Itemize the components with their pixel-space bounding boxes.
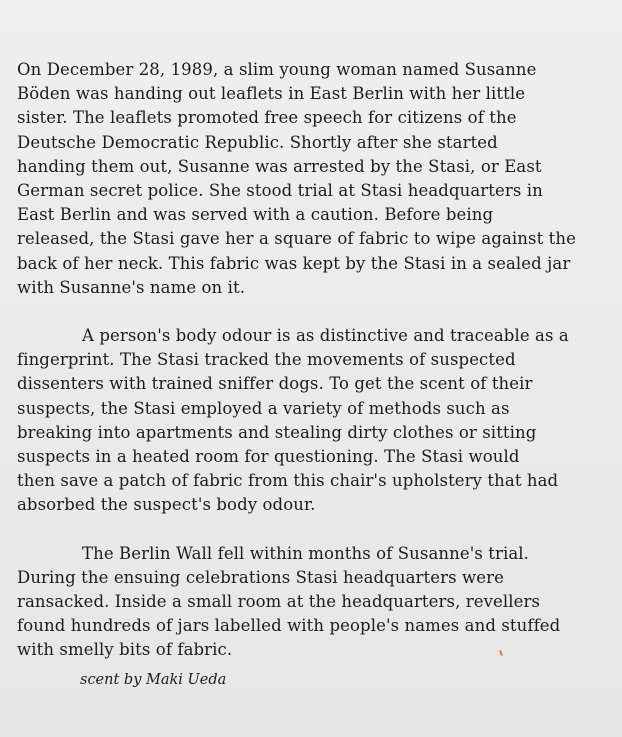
- text-line: Böden was handing out leaflets in East Berlin with her little: [17, 84, 526, 104]
- text-line: absorbed the suspect's body odour.: [17, 495, 316, 515]
- text-line: with smelly bits of fabric.: [17, 640, 233, 660]
- text-line: released, the Stasi gave her a square of fabric to wipe against the: [17, 229, 576, 249]
- text-line: A person's body odour is as distinctive and traceable as a: [82, 326, 569, 346]
- text-line: found hundreds of jars labelled with people's names and stuffed: [17, 616, 561, 636]
- text-line: suspects in a heated room for questioning. The Stasi would: [17, 447, 520, 467]
- text-line: handing them out, Susanne was arrested by the Stasi, or East: [17, 156, 542, 176]
- text-line: On December 28, 1989, a slim young woman named Susanne: [17, 60, 537, 79]
- text-line: breaking into apartments and stealing dirty clothes or sitting: [17, 422, 537, 442]
- paragraph-gap: [17, 518, 617, 542]
- text-line: back of her neck. This fabric was kept by the Stasi in a sealed jar: [17, 253, 571, 273]
- paragraph-1: [17, 58, 617, 300]
- text-line: East Berlin and was served with a caution. Before being: [17, 205, 494, 225]
- text-line: with Susanne's name on it.: [17, 277, 246, 297]
- artist-credit: scent by Maki Ueda: [80, 672, 227, 688]
- paragraph-gap: [17, 300, 617, 324]
- text-line: During the ensuing celebrations Stasi headquarters were: [17, 567, 504, 587]
- text-line: fingerprint. The Stasi tracked the movements of suspected: [17, 350, 516, 370]
- text-line: The Berlin Wall fell within months of Susanne's trial.: [82, 543, 530, 563]
- text-line: then save a patch of fabric from this chair's upholstery that had: [17, 471, 559, 491]
- text-line: German secret police. She stood trial at Stasi headquarters in: [17, 181, 543, 201]
- text-line: ransacked. Inside a small room at the headquarters, revellers: [17, 592, 541, 612]
- text-line: suspects, the Stasi employed a variety of methods such as: [17, 398, 510, 418]
- text-line: sister. The leaflets promoted free speech for citizens of the: [17, 108, 517, 128]
- text-line: Deutsche Democratic Republic. Shortly after she started: [17, 132, 498, 152]
- label-text: [17, 58, 617, 663]
- paragraph-2: [17, 324, 617, 518]
- text-line: dissenters with trained sniffer dogs. To get the scent of their: [17, 374, 533, 394]
- paragraph-3: [17, 542, 617, 663]
